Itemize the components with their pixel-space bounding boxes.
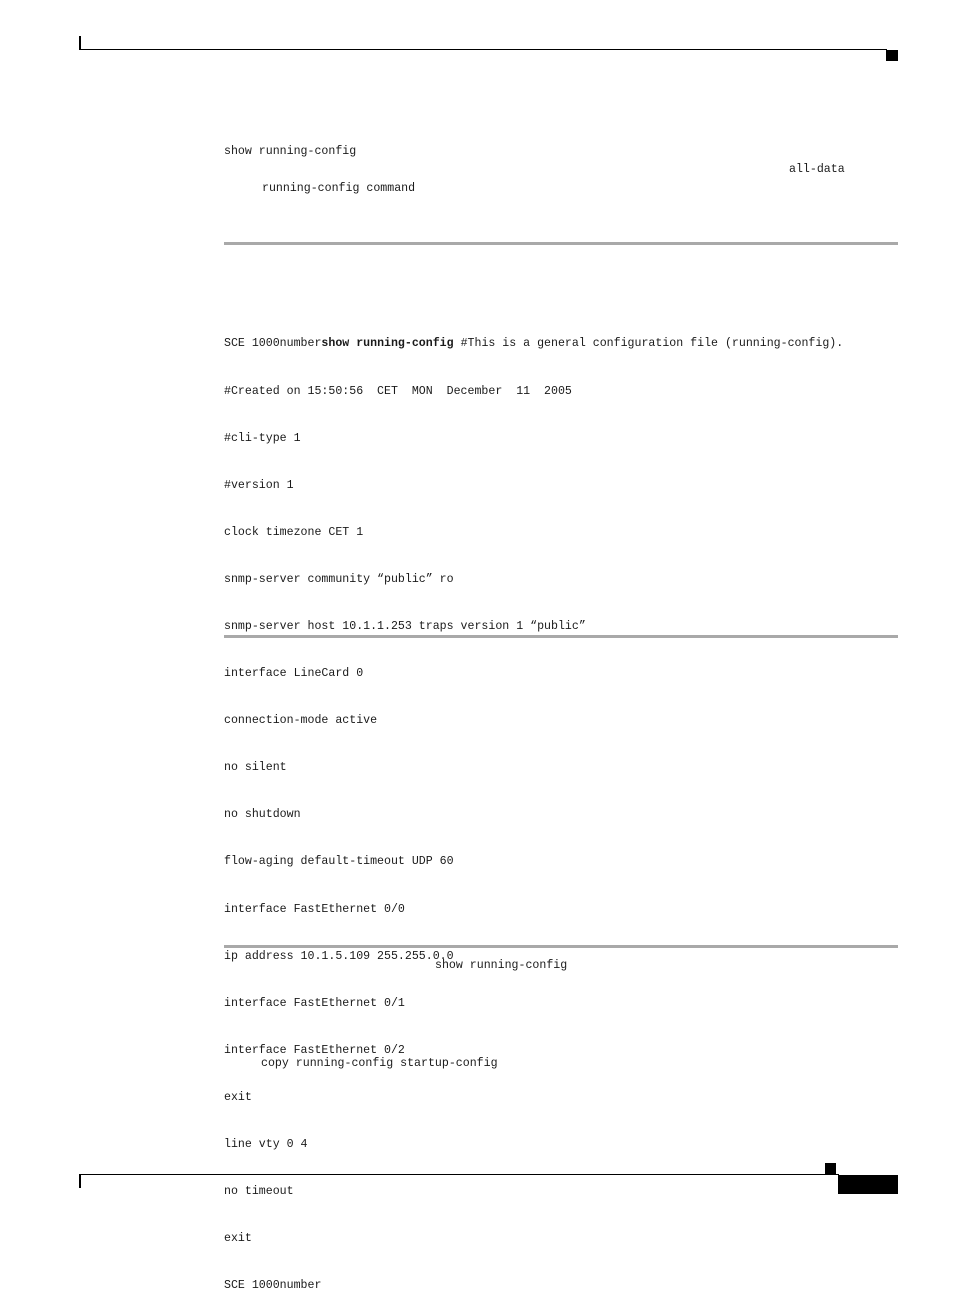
code-line: interface LineCard 0: [224, 667, 364, 681]
header-rule: [79, 49, 887, 50]
code-line: line vty 0 4: [224, 1138, 308, 1151]
example-top-rule: [224, 242, 898, 245]
related-commands-rule: [224, 945, 898, 948]
bottom-line-show-running-config: show running-config: [435, 959, 568, 972]
example-bottom-rule: [224, 635, 898, 638]
code-line: #cli-type 1: [224, 431, 301, 445]
code-line: ip address 10.1.5.109 255.255.0.0: [224, 949, 454, 963]
code-line: SCE 1000number: [224, 1279, 322, 1293]
code-line: interface FastEthernet 0/2: [224, 1043, 405, 1057]
code-line: snmp-server community “public” ro: [224, 572, 454, 586]
code-line: exit: [224, 1232, 252, 1246]
header-corner-marker: [886, 50, 898, 61]
code-line: no silent: [224, 761, 287, 775]
code-line: #Created on 15:50:56 CET MON December 11 2005: [224, 384, 572, 398]
footer-left-tick: [79, 1174, 81, 1188]
footer-rule: [79, 1174, 839, 1175]
top-line-running-config-command: running-config command: [262, 182, 416, 195]
top-line-all-data: all-data: [789, 163, 845, 176]
example-comment: #This is a general configuration file (running-config).: [453, 337, 844, 351]
code-line: snmp-server host 10.1.1.253 traps version 1 “public”: [224, 619, 586, 633]
code-line: interface FastEthernet 0/0: [224, 902, 405, 916]
example-first-line: [224, 336, 843, 352]
example-prompt: SCE 1000number: [224, 337, 322, 351]
code-line: clock timezone CET 1: [224, 525, 364, 539]
code-line: flow-aging default-timeout UDP 60: [224, 855, 454, 869]
footer-small-marker: [825, 1163, 836, 1174]
code-line: interface FastEthernet 0/1: [224, 996, 405, 1010]
code-line: no timeout: [224, 1185, 294, 1199]
footer-page-tab: [838, 1175, 898, 1194]
top-line-show-running-config: show running-config: [224, 145, 357, 158]
bottom-line-copy-running-config: copy running-config startup-config: [261, 1057, 498, 1070]
code-line: no shutdown: [224, 808, 301, 822]
code-line: connection-mode active: [224, 714, 378, 728]
example-code-block: [224, 305, 843, 1310]
code-line: exit: [224, 1090, 252, 1104]
header-left-tick: [79, 36, 81, 50]
code-line: #version 1: [224, 478, 294, 492]
example-command: show running-config: [321, 337, 454, 351]
